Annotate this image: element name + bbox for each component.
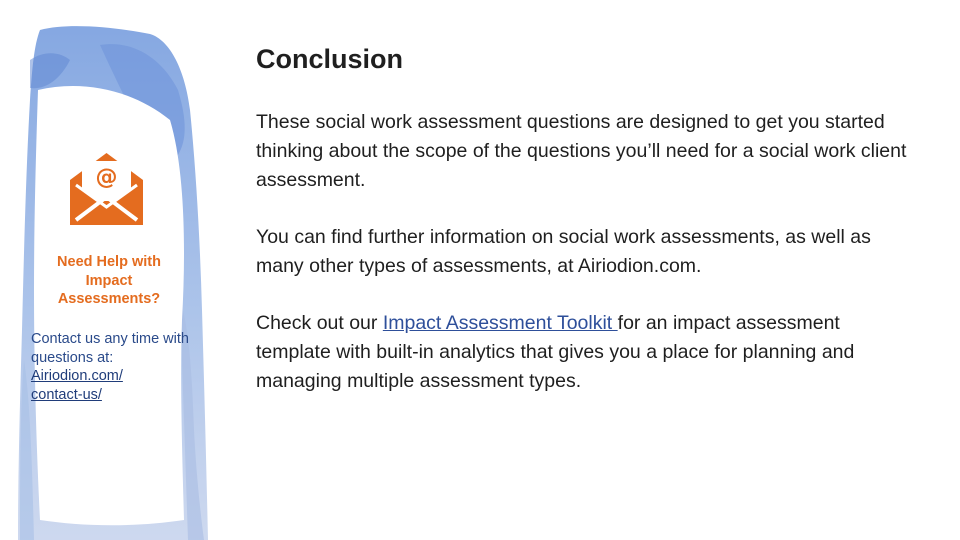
- paragraph-further-info: You can find further information on social work assessments, as well as many other types of assessments, at Airiodion.com.: [256, 226, 871, 277]
- sidebar: [0, 0, 240, 540]
- toolkit-link[interactable]: Impact Assessment Toolkit: [382, 312, 618, 334]
- at-sign-glyph: @: [95, 165, 118, 190]
- paragraph-toolkit: [256, 309, 916, 396]
- contact-link-line2: contact-us/: [31, 386, 102, 403]
- paragraph-intro: These social work assessment questions are designed to get you started thinking about the scope of the questions you’ll need for a social work client assessment.: [256, 111, 907, 191]
- contact-text: Contact us any time with questions at:: [31, 331, 189, 366]
- contact-link-line1: Airiodion.com/: [31, 368, 123, 384]
- help-heading: Need Help with Impact Assessments?: [57, 254, 161, 307]
- paragraph-toolkit-suffix: for an impact assessment template with built-in analytics that gives you a place for planning and managing multiple assessment types.: [256, 312, 855, 392]
- page-title: Conclusion: [256, 44, 403, 74]
- contact-link[interactable]: [31, 367, 201, 404]
- email-envelope-icon: [64, 145, 149, 230]
- paragraph-toolkit-prefix: Check out our: [256, 312, 383, 334]
- contact-block: [31, 330, 201, 404]
